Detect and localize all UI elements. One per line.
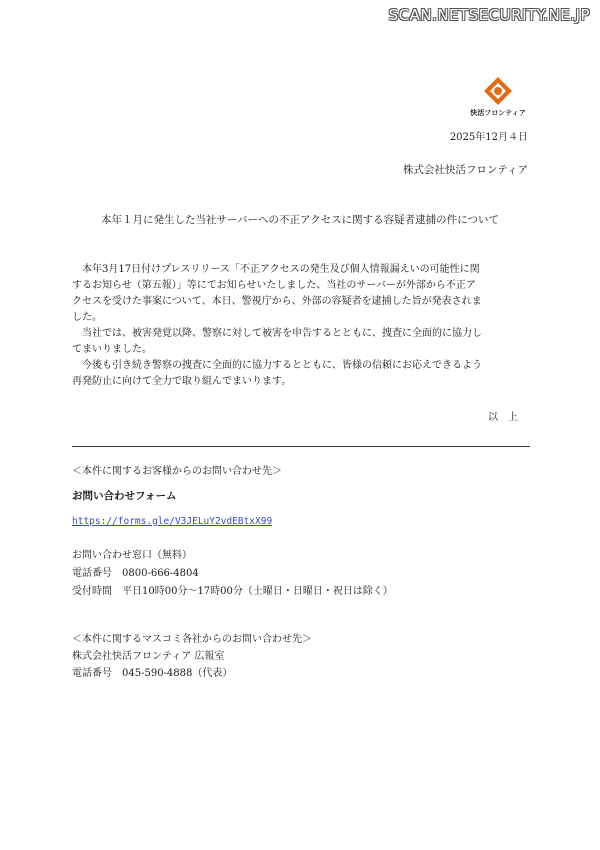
body-line: した。 (72, 312, 102, 323)
body-line: てまいりました。 (72, 344, 152, 355)
hours-label: 受付時間 (72, 586, 112, 597)
customer-phone (72, 564, 199, 579)
body-text (72, 262, 530, 390)
inquiry-form-title: お問い合わせフォーム (72, 490, 177, 502)
body-line: クセスを受けた事案について、本日、警視庁から、外部の容疑者を逮捕した旨が発表されま (72, 296, 482, 307)
inquiry-form-link[interactable]: https://forms.gle/V3JELuY2vdEBtxX99 (72, 516, 273, 527)
logo-text: 快活フロンティア (470, 109, 526, 117)
inquiry-window-title: お問い合わせ窓口（無料） (72, 550, 192, 561)
body-line: 本年3月17日付けプレスリリース「不正アクセスの発生及び個人情報漏えいの可能性に関 (72, 264, 480, 275)
body-line: 今後も引き続き警察の捜査に全面的に協力するとともに、皆様の信頼にお応えできるよう (72, 360, 482, 371)
hours-value: 平日10時00分～17時00分（土曜日・日曜日・祝日は除く） (122, 586, 393, 597)
section-divider (72, 446, 530, 447)
reception-hours (72, 582, 393, 597)
media-phone-label: 電話番号 (72, 668, 112, 679)
company-logo-icon (483, 76, 513, 106)
closing-mark: 以上 (488, 412, 528, 423)
customer-contact-header: ＜本件に関するお客様からのお問い合わせ先＞ (72, 466, 282, 477)
press-department: 株式会社快活フロンティア 広報室 (72, 651, 225, 662)
issuer-company: 株式会社快活フロンティア (402, 164, 528, 176)
site-watermark: SCAN.NETSECURITY.NE.JP (388, 6, 590, 24)
phone-label: 電話番号 (72, 568, 112, 579)
phone-number: 0800-666-4804 (122, 568, 199, 579)
media-contact-header: ＜本件に関するマスコミ各社からのお問い合わせ先＞ (72, 634, 312, 645)
company-logo (468, 76, 528, 118)
body-line: 当社では、被害発覚以降、警察に対して被害を申告するとともに、捜査に全面的に協力し (72, 328, 482, 339)
document-date: 2025年12月４日 (449, 132, 528, 143)
media-phone (72, 664, 232, 679)
body-line: 再発防止に向けて全力で取り組んでまいります。 (72, 376, 292, 387)
media-phone-number: 045-590-4888（代表） (122, 668, 233, 679)
body-line: するお知らせ（第五報）」等にてお知らせいたしました、当社のサーバーが外部から不正ア (72, 280, 476, 291)
document-subject: 本年１月に発生した当社サーバーへの不正アクセスに関する容疑者逮捕の件について (101, 214, 499, 226)
